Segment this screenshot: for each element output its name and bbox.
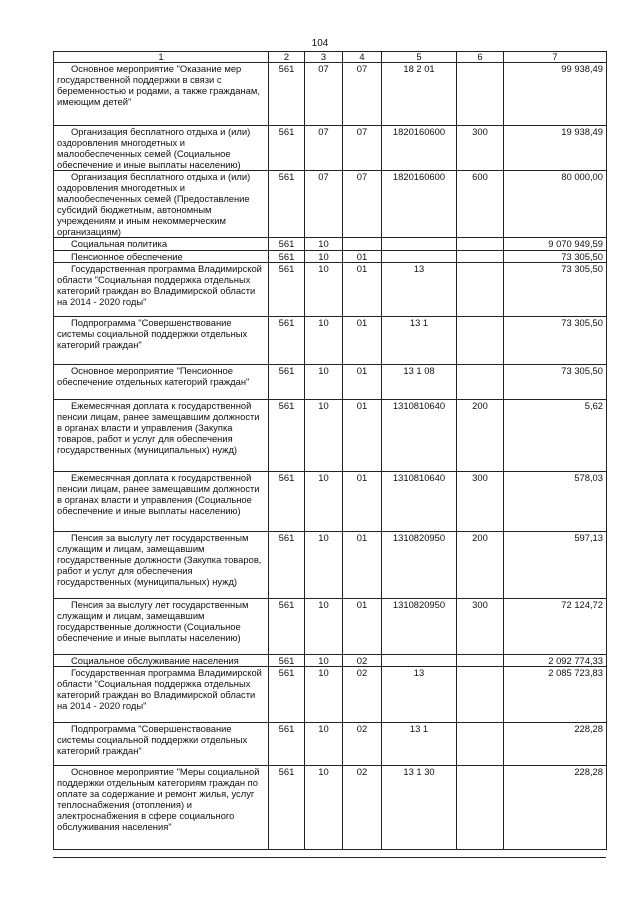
section-code: 10 [305,251,343,263]
target-article-code: 13 1 30 [382,766,457,850]
table-bottom-rule [53,857,606,858]
expense-type-code: 300 [457,126,504,171]
ministry-code: 561 [269,126,305,171]
subsection-code [343,238,382,251]
target-article-code: 1310810640 [382,472,457,532]
table-row [54,365,607,400]
ministry-code: 561 [269,655,305,667]
row-description: Основное мероприятие "Меры социальной поддержки отдельным категориям граждан по оплате за содержание и ремонт жилья, услуг теплоснабжения (отопления) и электроснабжения в сфере социального обслуживания населения" [54,766,269,850]
amount: 73 305,50 [504,251,607,263]
expense-type-code [457,317,504,365]
target-article-code: 1310820950 [382,599,457,655]
table-row [54,263,607,317]
ministry-code: 561 [269,238,305,251]
amount: 73 305,50 [504,365,607,400]
subsection-code: 02 [343,766,382,850]
subsection-code: 07 [343,63,382,126]
row-description: Государственная программа Владимирской области "Социальная поддержка отдельных категорий граждан во Владимирской области на 2014 - 2020 годы" [54,667,269,723]
target-article-code: 1820160600 [382,126,457,171]
amount: 597,13 [504,532,607,599]
expense-type-code [457,251,504,263]
column-header: 6 [457,52,504,63]
section-code: 10 [305,365,343,400]
section-code: 10 [305,317,343,365]
section-code: 07 [305,171,343,238]
subsection-code: 01 [343,400,382,472]
expense-type-code: 200 [457,400,504,472]
table-row [54,63,607,126]
row-description: Пенсия за выслугу лет государственным служащим и лицам, замещавшим государственные должности (Закупка товаров, работ и услуг для обеспечения государственных (муниципальных) нужд) [54,532,269,599]
section-code: 10 [305,655,343,667]
ministry-code: 561 [269,63,305,126]
expense-type-code [457,365,504,400]
target-article-code: 18 2 01 [382,63,457,126]
ministry-code: 561 [269,532,305,599]
row-description: Социальное обслуживание населения [54,655,269,667]
table-row [54,766,607,850]
amount: 2 092 774,33 [504,655,607,667]
page-number: 104 [311,38,329,49]
row-description: Подпрограмма "Совершенствование системы социальной поддержки отдельных категорий граждан" [54,317,269,365]
target-article-code: 13 1 08 [382,365,457,400]
ministry-code: 561 [269,171,305,238]
table-row [54,723,607,766]
section-code: 10 [305,599,343,655]
subsection-code: 07 [343,171,382,238]
expense-type-code [457,238,504,251]
column-header: 4 [343,52,382,63]
subsection-code: 02 [343,655,382,667]
subsection-code: 01 [343,532,382,599]
amount: 73 305,50 [504,317,607,365]
section-code: 10 [305,723,343,766]
expense-type-code: 600 [457,171,504,238]
row-description: Социальная политика [54,238,269,251]
subsection-code: 01 [343,317,382,365]
row-description: Государственная программа Владимирской области "Социальная поддержка отдельных категорий граждан во Владимирской области на 2014 - 2020 годы" [54,263,269,317]
section-code: 10 [305,238,343,251]
target-article-code: 13 [382,263,457,317]
ministry-code: 561 [269,251,305,263]
table-row [54,251,607,263]
amount: 9 070 949,59 [504,238,607,251]
target-article-code: 1310820950 [382,532,457,599]
subsection-code: 01 [343,472,382,532]
target-article-code: 1820160600 [382,171,457,238]
section-code: 10 [305,472,343,532]
section-code: 07 [305,63,343,126]
amount: 5,62 [504,400,607,472]
table-row [54,171,607,238]
subsection-code: 01 [343,251,382,263]
table-row [54,126,607,171]
target-article-code [382,238,457,251]
amount: 99 938,49 [504,63,607,126]
column-header: 7 [504,52,607,63]
expense-type-code: 300 [457,472,504,532]
row-description: Основное мероприятие "Оказание мер государственной поддержки в связи с беременностью и родами, а также гражданам, имеющим детей" [54,63,269,126]
column-header: 2 [269,52,305,63]
column-number-row [54,52,607,63]
ministry-code: 561 [269,263,305,317]
ministry-code: 561 [269,365,305,400]
section-code: 10 [305,766,343,850]
subsection-code: 02 [343,667,382,723]
expense-type-code [457,723,504,766]
ministry-code: 561 [269,723,305,766]
budget-table [53,51,607,850]
row-description: Организация бесплатного отдыха и (или) оздоровления многодетных и малообеспеченных семей (Предоставление субсидий бюджетным, автономным учреждениям и иным некоммерческим организациям) [54,171,269,238]
table-row [54,655,607,667]
amount: 73 305,50 [504,263,607,317]
section-code: 10 [305,532,343,599]
expense-type-code: 300 [457,599,504,655]
amount: 578,03 [504,472,607,532]
table-row [54,400,607,472]
row-description: Основное мероприятие "Пенсионное обеспечение отдельных категорий граждан" [54,365,269,400]
ministry-code: 561 [269,472,305,532]
expense-type-code [457,667,504,723]
ministry-code: 561 [269,766,305,850]
section-code: 10 [305,263,343,317]
column-header: 3 [305,52,343,63]
row-description: Подпрограмма "Совершенствование системы социальной поддержки отдельных категорий граждан" [54,723,269,766]
target-article-code: 13 [382,667,457,723]
ministry-code: 561 [269,317,305,365]
ministry-code: 561 [269,599,305,655]
column-header: 5 [382,52,457,63]
row-description: Ежемесячная доплата к государственной пенсии лицам, ранее замещавшим должности в органах власти и управления (Социальное обеспечение и иные выплаты населению) [54,472,269,532]
table-row [54,532,607,599]
amount: 228,28 [504,766,607,850]
amount: 2 085 723,83 [504,667,607,723]
ministry-code: 561 [269,400,305,472]
row-description: Ежемесячная доплата к государственной пенсии лицам, ранее замещавшим должности в органах власти и управления (Закупка товаров, работ и услуг для обеспечения государственных (муниципальных) нужд) [54,400,269,472]
expense-type-code: 200 [457,532,504,599]
ministry-code: 561 [269,667,305,723]
amount: 19 938,49 [504,126,607,171]
table-row [54,599,607,655]
table-row [54,472,607,532]
column-header: 1 [54,52,269,63]
target-article-code [382,251,457,263]
section-code: 10 [305,667,343,723]
target-article-code: 1310810640 [382,400,457,472]
expense-type-code [457,263,504,317]
row-description: Пенсия за выслугу лет государственным служащим и лицам, замещавшим государственные должности (Социальное обеспечение и иные выплаты населению) [54,599,269,655]
amount: 72 124,72 [504,599,607,655]
row-description: Организация бесплатного отдыха и (или) оздоровления многодетных и малообеспеченных семей (Социальное обеспечение и иные выплаты населению) [54,126,269,171]
expense-type-code [457,766,504,850]
table-row [54,317,607,365]
expense-type-code [457,63,504,126]
subsection-code: 07 [343,126,382,171]
subsection-code: 02 [343,723,382,766]
section-code: 10 [305,400,343,472]
expense-type-code [457,655,504,667]
amount: 80 000,00 [504,171,607,238]
subsection-code: 01 [343,599,382,655]
subsection-code: 01 [343,263,382,317]
amount: 228,28 [504,723,607,766]
target-article-code [382,655,457,667]
target-article-code: 13 1 [382,317,457,365]
section-code: 07 [305,126,343,171]
table-row [54,238,607,251]
table-row [54,667,607,723]
subsection-code: 01 [343,365,382,400]
row-description: Пенсионное обеспечение [54,251,269,263]
target-article-code: 13 1 [382,723,457,766]
